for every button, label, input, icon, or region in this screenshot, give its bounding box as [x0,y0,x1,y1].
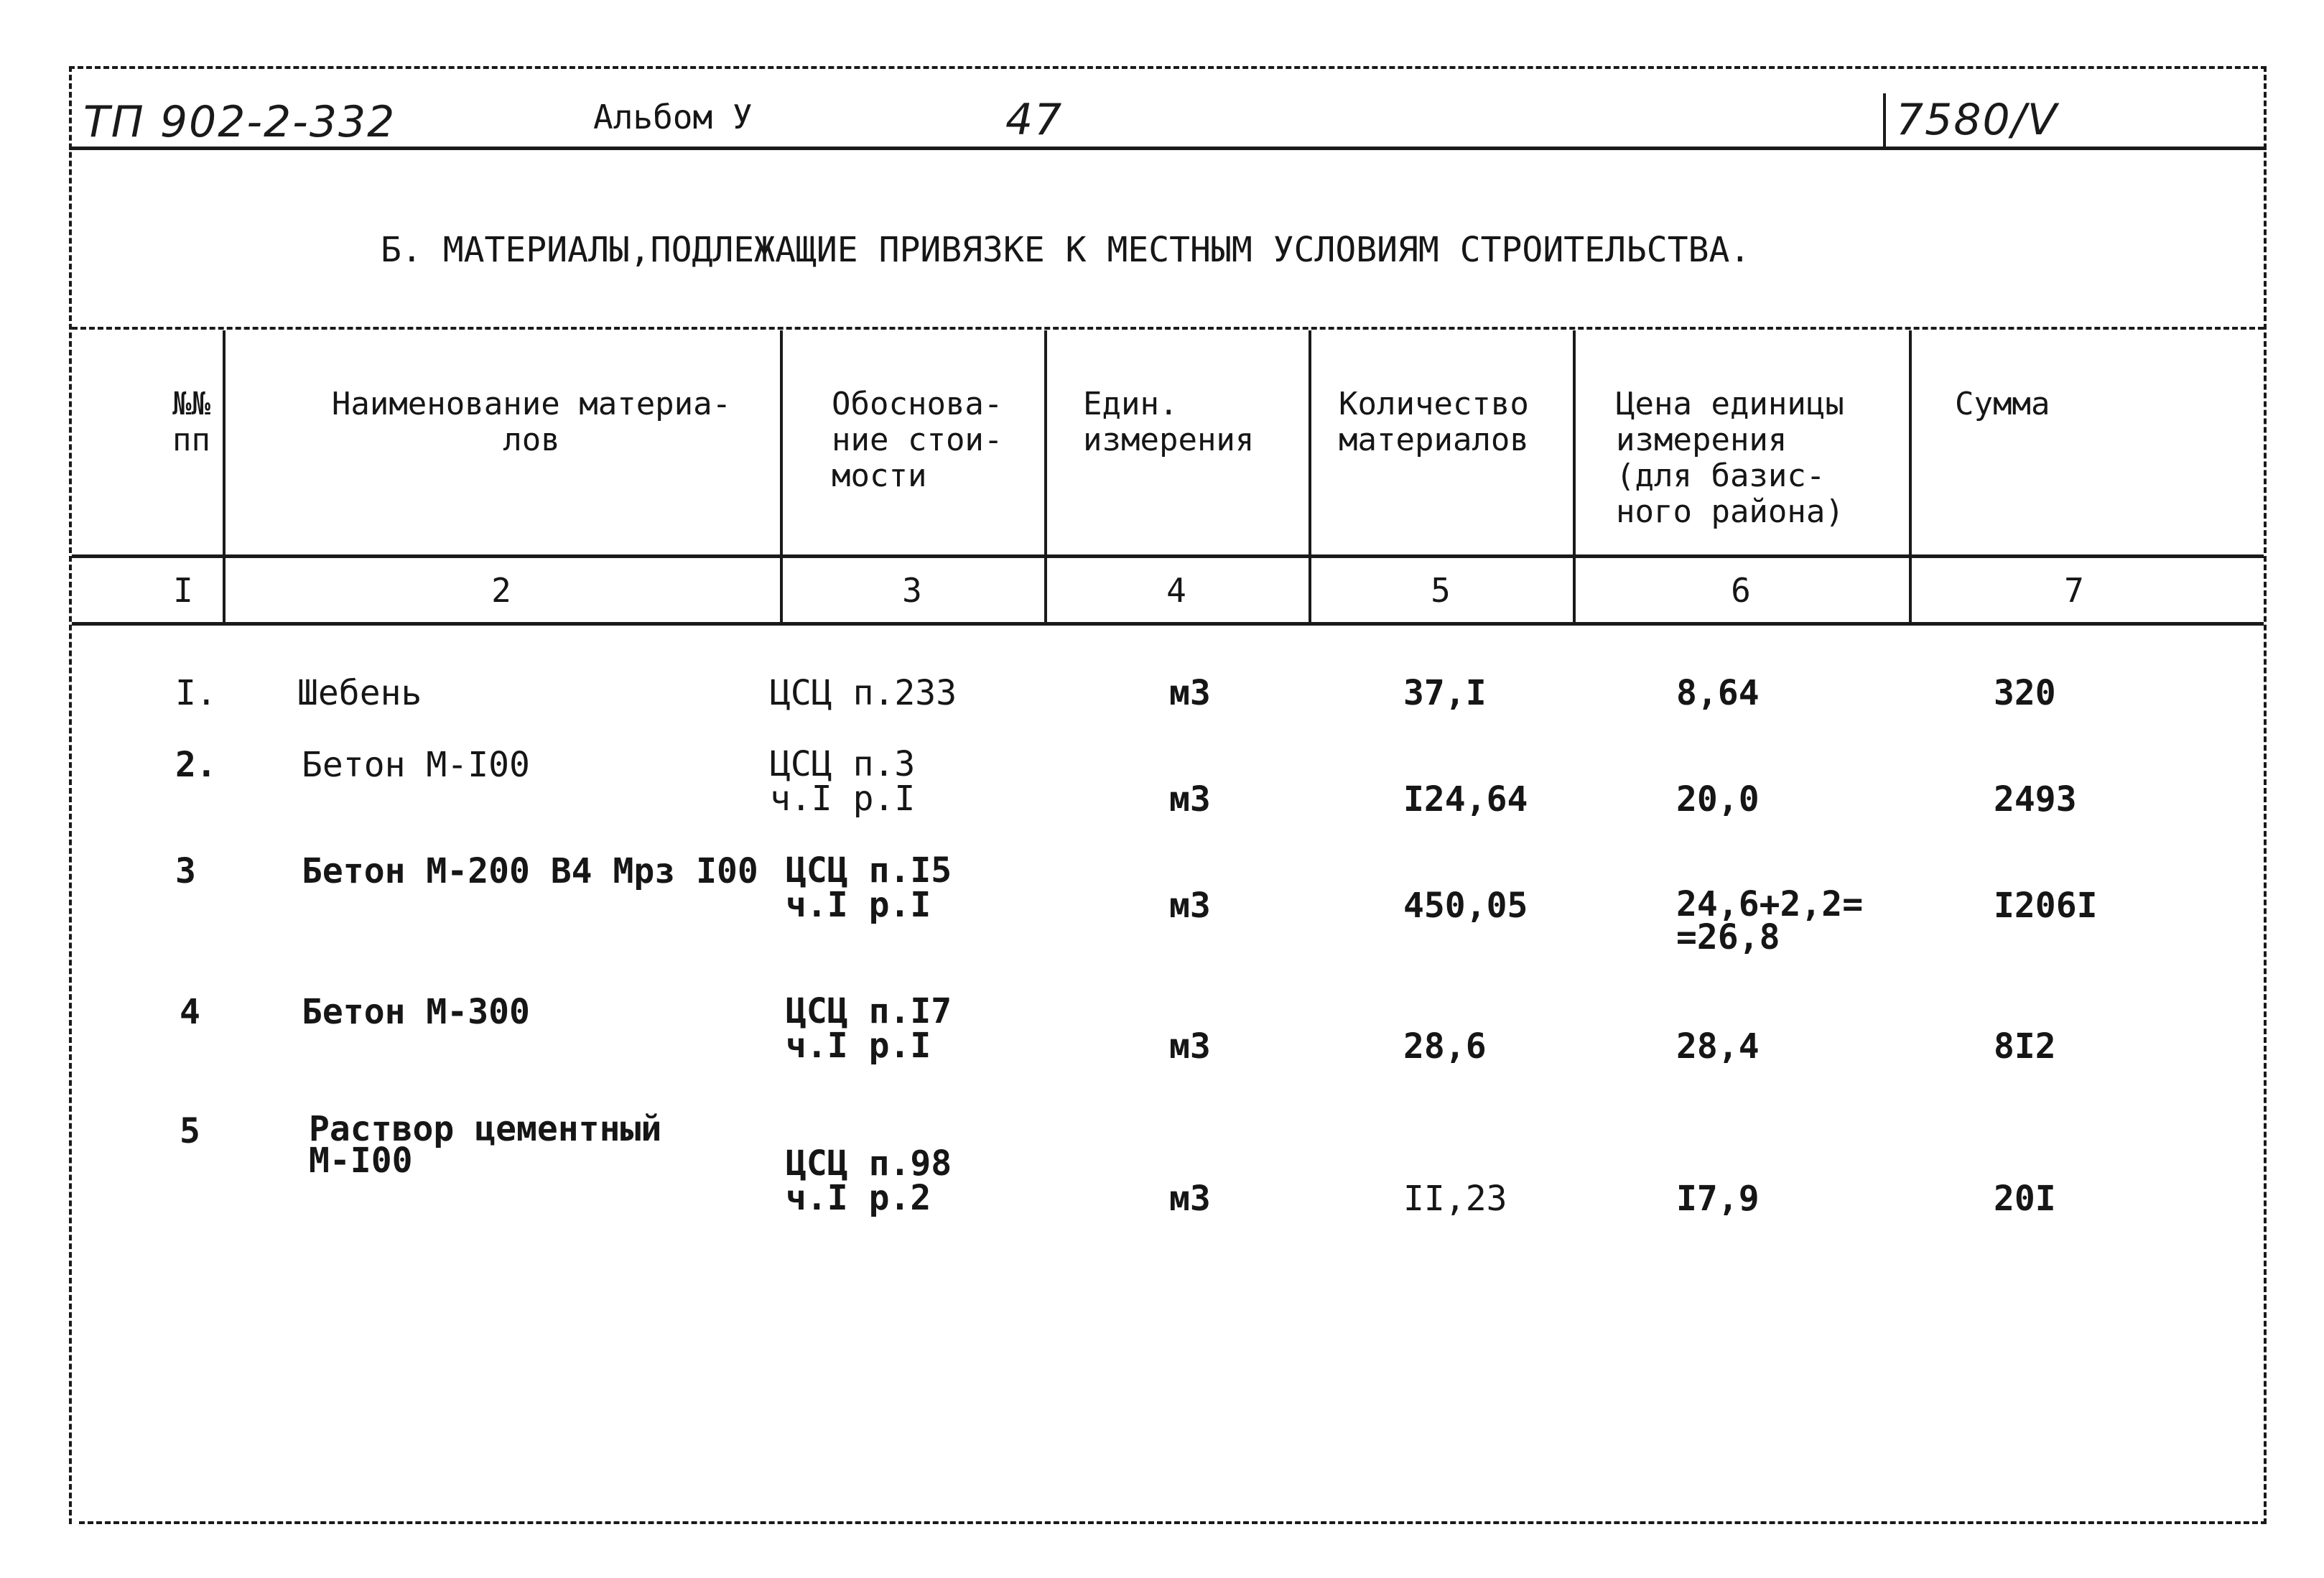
row-name: Бетон М-I00 [302,745,530,785]
row-basis: ЦСЦ п.98 ч.I р.2 [786,1143,952,1218]
row-unit: м3 [1169,779,1211,820]
row-price: 20,0 [1676,779,1760,820]
row-price: 24,6+2,2= =26,8 [1676,884,1864,957]
row-sum: 8I2 [1994,1026,2056,1067]
header-num: №№ пп [172,386,210,458]
row-sum: I206I [1994,886,2098,926]
album-label: Альбом У [593,98,753,136]
colnum-5: 5 [1431,571,1451,610]
row-basis: ЦСЦ п.I5 ч.I р.I [786,850,952,925]
header-basis: Обоснова- ние стои- мости [832,386,1003,494]
stamp-divider [1883,93,1886,148]
colnum-3: 3 [902,571,922,610]
row-basis: ЦСЦ п.233 [770,673,957,713]
row-num: I. [175,673,217,713]
row-num: 3 [175,851,196,891]
row-qty: I24,64 [1403,779,1528,820]
doc-code: ТП 902-2-332 [83,97,396,147]
row-name: Раствор цементный М-I00 [309,1109,662,1181]
header-price: Цена единицы измерения (для базис- ного района) [1616,386,1844,530]
frame-bottom-border [79,1521,2267,1524]
page-number: 47 [1005,95,1064,145]
document-title: Б. МАТЕРИАЛЫ,ПОДЛЕЖАЩИЕ ПРИВЯЗКЕ К МЕСТНЫМ УСЛОВИЯМ СТРОИТЕЛЬСТВА. [381,230,1751,270]
header-bottom-border [72,554,2264,558]
row-sum: 20I [1994,1179,2056,1219]
header-sum: Сумма [1955,386,2050,422]
colnum-6: 6 [1731,571,1751,610]
row-price: 28,4 [1676,1026,1760,1067]
frame-left-border [69,66,72,1524]
colnum-7: 7 [2064,571,2084,610]
colnum-1: I [173,571,193,610]
row-num: 5 [180,1111,200,1151]
row-name: Бетон М-300 [302,992,530,1032]
row-price: 8,64 [1676,673,1760,713]
table-top-border [72,327,2264,330]
row-qty: 37,I [1403,673,1487,713]
header-unit: Един. измерения [1083,386,1255,458]
row-price: I7,9 [1676,1179,1760,1219]
row-qty: 28,6 [1403,1026,1487,1067]
stamp-bottom-border [69,147,2267,150]
row-qty: II,23 [1403,1179,1507,1219]
colnum-4: 4 [1166,571,1186,610]
row-unit: м3 [1169,673,1211,713]
row-sum: 2493 [1994,779,2077,820]
colnum-bottom-border [72,622,2264,626]
header-name: Наименование материа- лов [331,386,732,458]
colnum-2: 2 [491,571,511,610]
header-qty: Количество материалов [1339,386,1529,458]
row-num: 2. [175,745,217,785]
frame-top-border [69,66,2267,69]
row-sum: 320 [1994,673,2056,713]
inventory-number: 7580/V [1896,95,2058,145]
row-unit: м3 [1169,886,1211,926]
row-num: 4 [180,992,200,1032]
row-basis: ЦСЦ п.I7 ч.I р.I [786,991,952,1066]
row-name: Шебень [297,673,422,713]
row-unit: м3 [1169,1026,1211,1067]
row-qty: 450,05 [1403,886,1528,926]
row-name: Бетон М-200 В4 Мрз I00 [302,851,758,891]
frame-right-border [2264,66,2267,1524]
row-basis: ЦСЦ п.3 ч.I р.I [770,744,916,819]
row-unit: м3 [1169,1179,1211,1219]
